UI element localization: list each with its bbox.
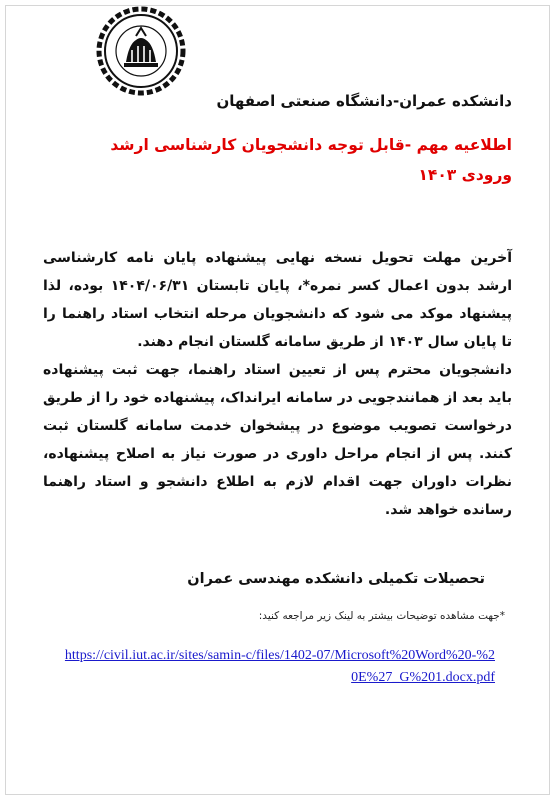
faculty-heading: دانشکده عمران-دانشگاه صنعتی اصفهان xyxy=(216,92,512,110)
announcement-title-line1: اطلاعیه مهم -قابل توجه دانشجویان کارشناسی ارشد xyxy=(110,136,512,154)
body-paragraph-2: دانشجویان محترم پس از تعیین استاد راهنما، جهت ثبت پیشنهاده باید بعد از همانندجویی در سامانه ایرانداک، پیشنهاده خود را از طریق درخواست تصویب موضوع در پیشخوان خدمت سامانه گلستان ثبت کنند. پس از انجام مراحل داوری در صورت نیاز به اصلاح پیشنهاده، نظرات داوران جهت اقدام لازم به اطلاع دانشجو و استاد راهنما رسانده خواهد شد. xyxy=(43,362,512,518)
body-paragraph-1: آخرین مهلت تحویل نسخه نهایی پیشنهاده پایان نامه کارشناسی ارشد بدون اعمال کسر نمره*، پایان تابستان ۱۴۰۴/۰۶/۳۱ بوده، لذا پیشنهاد موکد می شود که دانشجویان مرحله انتخاب استاد راهنما را تا پایان سال ۱۴۰۳ از طریق سامانه گلستان انجام دهند. xyxy=(43,250,512,350)
announcement-body xyxy=(43,244,512,524)
announcement-title-line2: ورودی ۱۴۰۳ xyxy=(418,166,512,184)
footnote: *جهت مشاهده توضیحات بیشتر به لینک زیر مراجعه کنید: xyxy=(258,610,505,622)
signature: تحصیلات تکمیلی دانشکده مهندسی عمران xyxy=(187,571,485,587)
announcement-title xyxy=(30,130,512,190)
document-link[interactable]: https://civil.iut.ac.ir/sites/samin-c/files/1402-07/Microsoft%20Word%20-%20E%27_G%201.docx.pdf xyxy=(64,648,495,685)
university-seal-icon xyxy=(96,6,186,96)
